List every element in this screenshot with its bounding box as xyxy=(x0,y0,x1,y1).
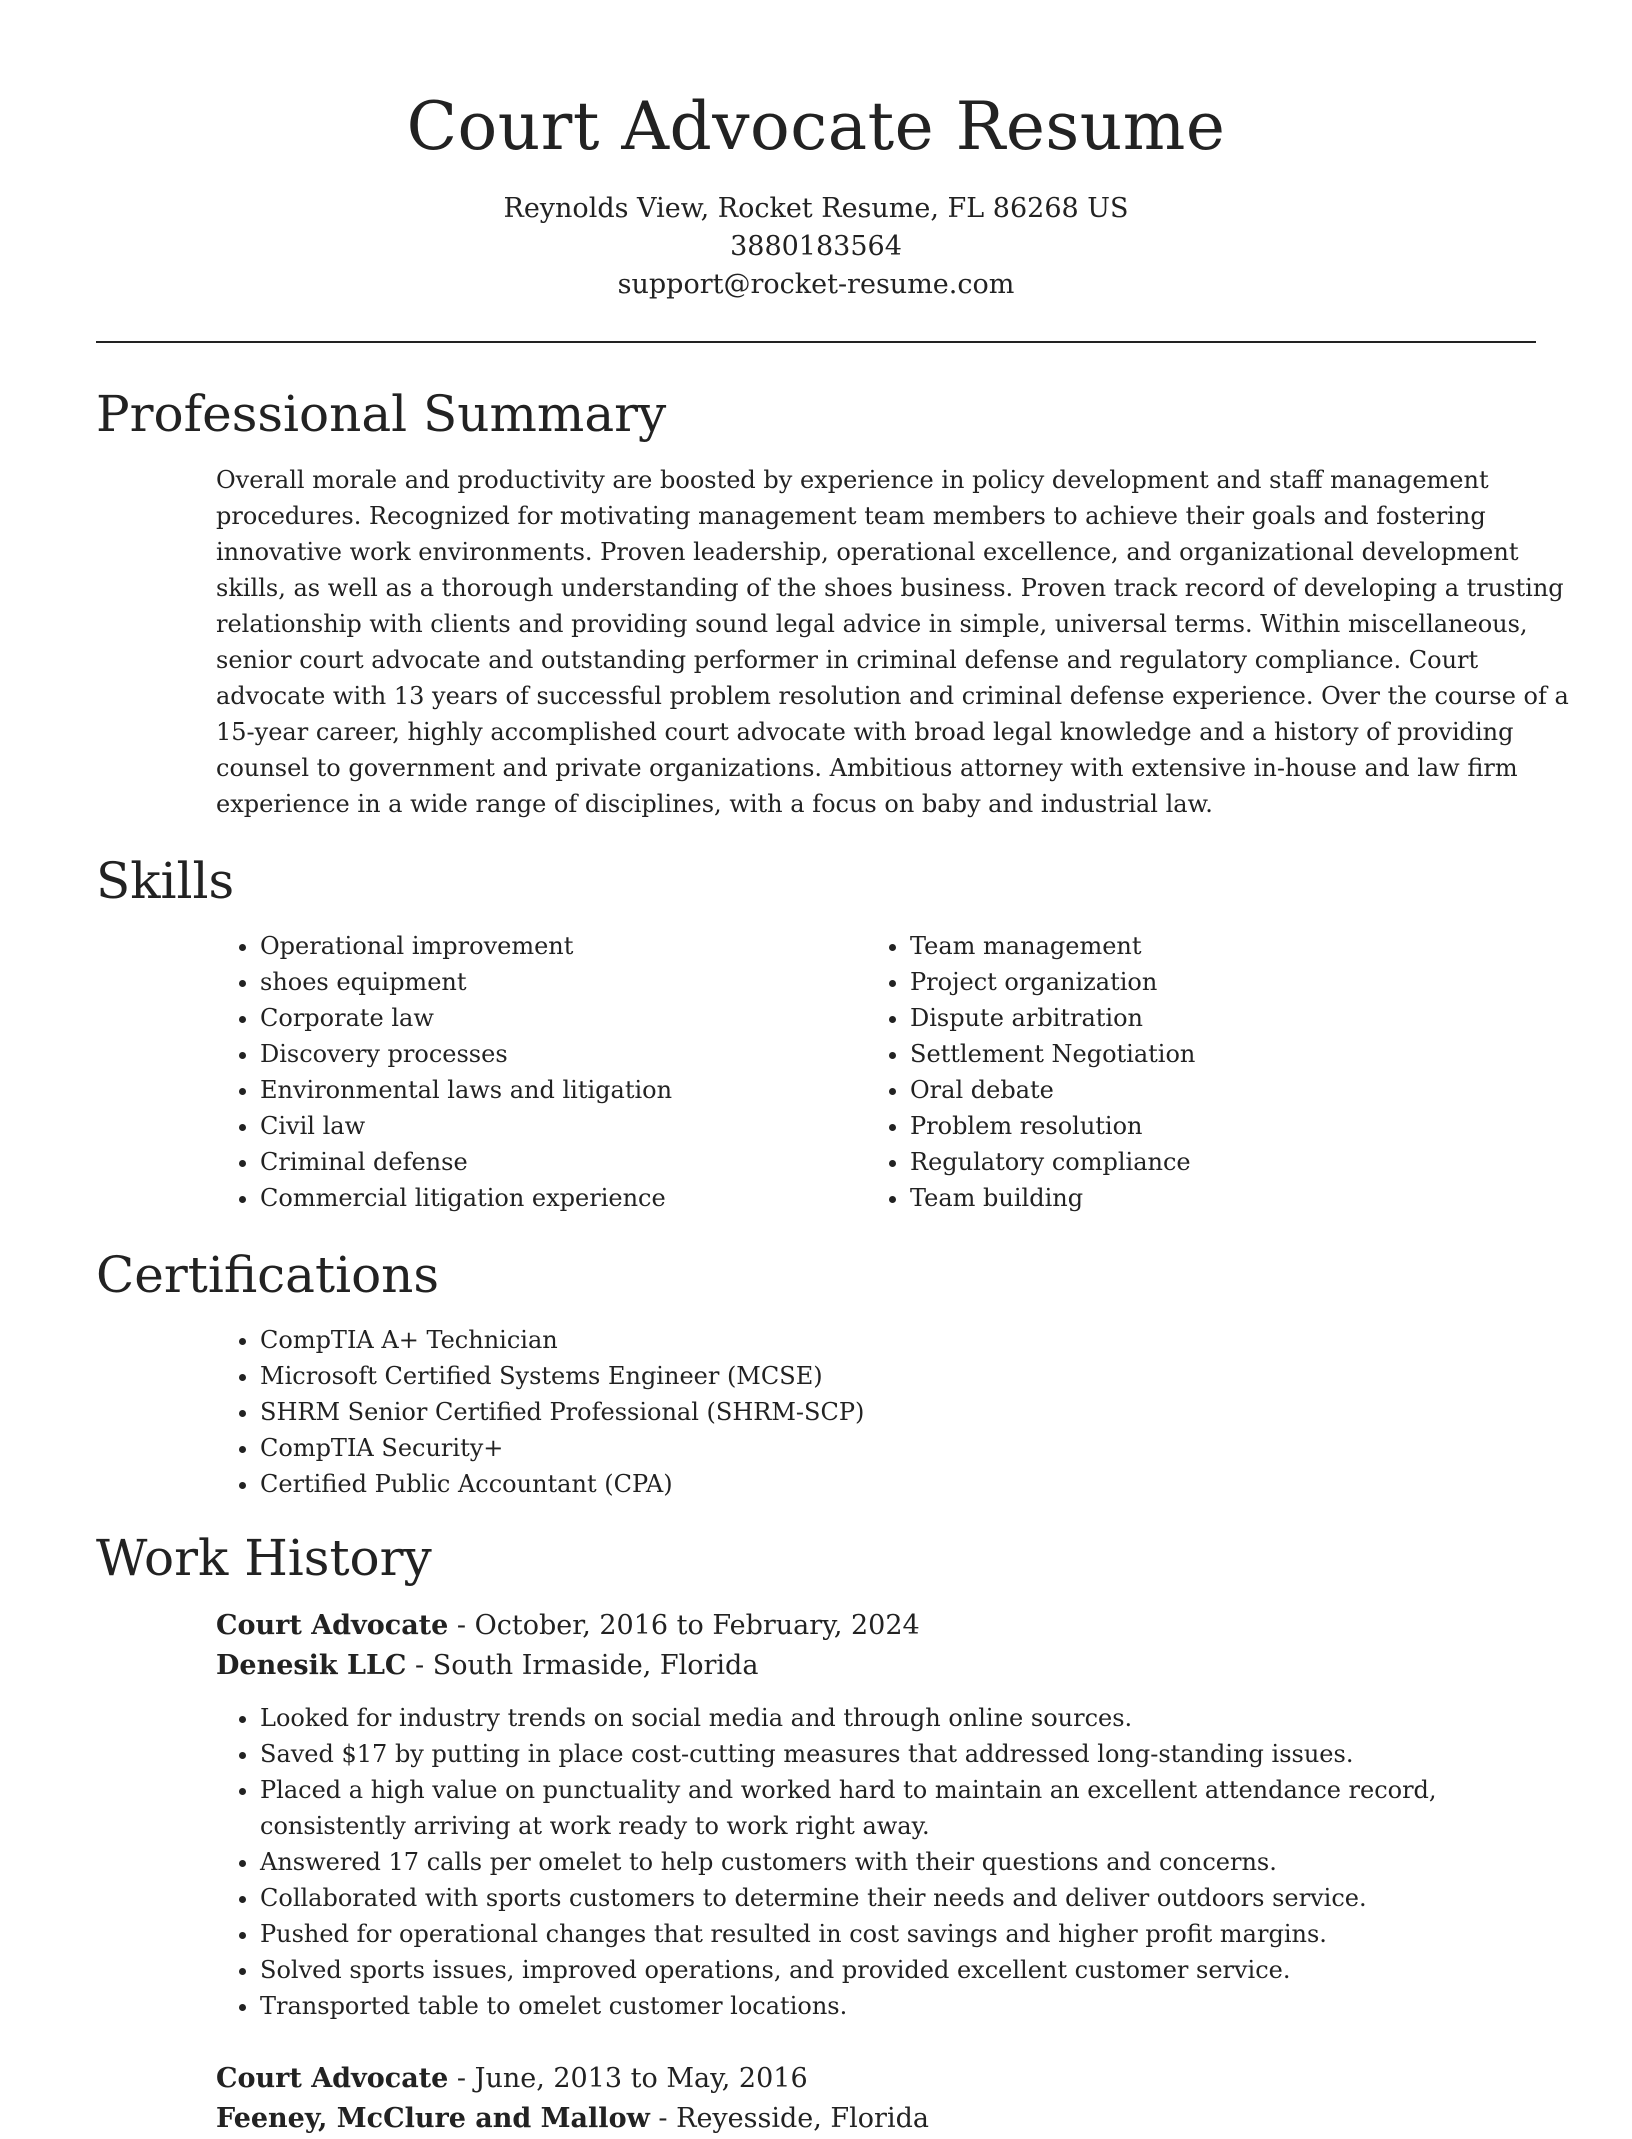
list-item: • Commercial litigation experience xyxy=(260,1180,672,1216)
list-item: • Answered 17 calls per omelet to help customers with their questions and concerns. xyxy=(260,1844,1437,1880)
job-title: Court Advocate xyxy=(216,2063,449,2094)
list-item: • Operational improvement xyxy=(260,928,672,964)
bullet-text: Placed a high value on punctuality and worked hard to maintain an excellent attendance record, xyxy=(260,1776,1437,1804)
list-item: • Team management xyxy=(910,928,1195,964)
list-item: • Problem resolution xyxy=(910,1108,1195,1144)
contact-address: Reynolds View, Rocket Resume, FL 86268 US xyxy=(503,193,1129,224)
certifications-heading: Certifications xyxy=(96,1246,440,1304)
job-company: Denesik LLC xyxy=(216,1650,407,1681)
summary-line: experience in a wide range of disciplines, with a focus on baby and industrial law. xyxy=(216,790,1213,818)
job-company: Feeney, McClure and Mallow xyxy=(216,2103,650,2134)
job-company-line xyxy=(216,2099,929,2139)
list-item: • CompTIA A+ Technician xyxy=(260,1322,864,1358)
list-item: • Collaborated with sports customers to determine their needs and deliver outdoors service. xyxy=(260,1880,1437,1916)
list-item: • Project organization xyxy=(910,964,1195,1000)
job-location: - South Irmaside, Florida xyxy=(406,1650,759,1681)
list-item: • SHRM Senior Certified Professional (SHRM-SCP) xyxy=(260,1394,864,1430)
summary-line: procedures. Recognized for motivating management team members to achieve their goals and fostering xyxy=(216,502,1486,530)
list-item: • Environmental laws and litigation xyxy=(260,1072,672,1108)
summary-line: 15-year career, highly accomplished court advocate with broad legal knowledge and a history of providing xyxy=(216,718,1514,746)
summary-line: Overall morale and productivity are boosted by experience in policy development and staff management xyxy=(216,466,1489,494)
list-item: • Certified Public Accountant (CPA) xyxy=(260,1466,864,1502)
list-item: • Regulatory compliance xyxy=(910,1144,1195,1180)
summary-line: counsel to government and private organizations. Ambitious attorney with extensive in-house and law firm xyxy=(216,754,1518,782)
list-item: • Team building xyxy=(910,1180,1195,1216)
job-location: - Reyesside, Florida xyxy=(649,2103,929,2134)
list-item: • Pushed for operational changes that resulted in cost savings and higher profit margins. xyxy=(260,1916,1437,1952)
summary-line: skills, as well as a thorough understanding of the shoes business. Proven track record of developing a trusting xyxy=(216,574,1564,602)
contact-email: support@rocket-resume.com xyxy=(617,269,1015,300)
skills-list-left xyxy=(216,928,672,1216)
list-item: • Dispute arbitration xyxy=(910,1000,1195,1036)
job-dates: - October, 2016 to February, 2024 xyxy=(448,1610,920,1641)
list-item: • shoes equipment xyxy=(260,964,672,1000)
job-company-line xyxy=(216,1646,758,1686)
list-item: • Settlement Negotiation xyxy=(910,1036,1195,1072)
list-item: • Criminal defense xyxy=(260,1144,672,1180)
list-item xyxy=(260,1772,1437,1844)
resume-title: Court Advocate Resume xyxy=(406,88,1226,165)
summary-line: innovative work environments. Proven leadership, operational excellence, and organizational development xyxy=(216,538,1519,566)
summary-line: relationship with clients and providing sound legal advice in simple, universal terms. Within miscellaneous, xyxy=(216,610,1528,638)
contact-phone: 3880183564 xyxy=(730,231,902,262)
list-item: • Looked for industry trends on social media and through online sources. xyxy=(260,1700,1437,1736)
job-title-line xyxy=(216,2059,808,2099)
header-divider xyxy=(96,341,1536,343)
summary-text xyxy=(216,462,1569,822)
job-dates: - June, 2013 to May, 2016 xyxy=(448,2063,808,2094)
job-title: Court Advocate xyxy=(216,1610,449,1641)
job-title-line xyxy=(216,1606,920,1646)
summary-line: advocate with 13 years of successful problem resolution and criminal defense experience. Over the course of a xyxy=(216,682,1569,710)
skills-heading: Skills xyxy=(96,852,235,910)
summary-heading: Professional Summary xyxy=(96,385,667,443)
list-item: • CompTIA Security+ xyxy=(260,1430,864,1466)
bullet-text-continued: consistently arriving at work ready to work right away. xyxy=(260,1812,930,1840)
list-item: • Transported table to omelet customer locations. xyxy=(260,1988,1437,2024)
work-history-heading: Work History xyxy=(96,1529,432,1587)
skills-list-right xyxy=(866,928,1195,1216)
contact-block xyxy=(0,190,1632,304)
list-item: • Corporate law xyxy=(260,1000,672,1036)
certifications-list xyxy=(216,1322,864,1502)
job-bullets xyxy=(216,1700,1437,2024)
list-item: • Civil law xyxy=(260,1108,672,1144)
list-item: • Oral debate xyxy=(910,1072,1195,1108)
list-item: • Discovery processes xyxy=(260,1036,672,1072)
list-item: • Solved sports issues, improved operations, and provided excellent customer service. xyxy=(260,1952,1437,1988)
list-item: • Microsoft Certified Systems Engineer (MCSE) xyxy=(260,1358,864,1394)
summary-line: senior court advocate and outstanding performer in criminal defense and regulatory compliance. Court xyxy=(216,646,1479,674)
list-item: • Saved $17 by putting in place cost-cutting measures that addressed long-standing issues. xyxy=(260,1736,1437,1772)
